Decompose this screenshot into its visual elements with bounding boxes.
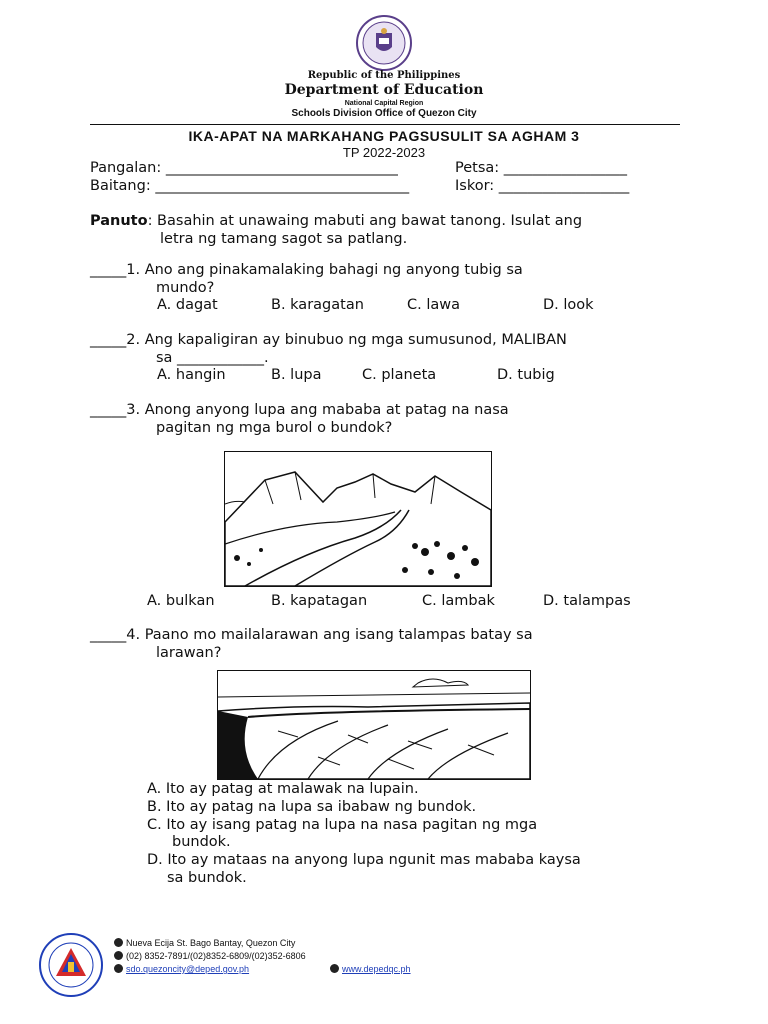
question-3-options	[0, 593, 768, 613]
exam-year: TP 2022-2023	[342, 145, 426, 160]
globe-icon	[330, 964, 339, 973]
deped-seal-logo	[346, 14, 422, 72]
q4-option-d-cont: sa bundok.	[167, 870, 247, 886]
q3-option-b: B. kapatagan	[271, 593, 368, 609]
instructions-line1	[90, 213, 582, 229]
q2-option-d: D. tubig	[497, 367, 555, 383]
question-4-line2: larawan?	[156, 645, 222, 661]
q3-option-a: A. bulkan	[147, 593, 215, 609]
sdo-quezon-city-seal-logo	[38, 932, 104, 998]
valley-mountains-picture	[224, 451, 492, 587]
department-line: Department of Education	[284, 82, 484, 98]
q4-option-c-cont: bundok.	[172, 834, 231, 850]
question-1-line1: _____1. Ano ang pinakamalaking bahagi ng anyong tubig sa	[90, 262, 523, 278]
phone-icon	[114, 951, 123, 960]
question-4-line1: _____4. Paano mo mailalarawan ang isang talampas batay sa	[90, 627, 533, 643]
instructions-line2: letra ng tamang sagot sa patlang.	[160, 231, 408, 247]
q1-option-d: D. look	[543, 297, 594, 313]
q4-option-b: B. Ito ay patag na lupa sa ibabaw ng bundok.	[147, 799, 477, 815]
q2-option-a: A. hangin	[157, 367, 226, 383]
score-field: Iskor: __________________	[455, 178, 630, 194]
exam-title: IKA-APAT NA MARKAHANG PAGSUSULIT SA AGHAM 3	[188, 128, 580, 144]
grade-field: Baitang: ___________________________________	[90, 178, 410, 194]
footer-website-row	[330, 964, 411, 974]
q2-option-b: B. lupa	[271, 367, 322, 383]
footer-email-row	[114, 964, 249, 974]
question-1-options	[0, 297, 768, 317]
q3-option-d: D. talampas	[543, 593, 631, 609]
location-icon	[114, 938, 123, 947]
q1-option-b: B. karagatan	[271, 297, 364, 313]
question-2-line1: _____2. Ang kapaligiran ay binubuo ng mga sumusunod, MALIBAN	[90, 332, 567, 348]
question-1-line2: mundo?	[156, 280, 215, 296]
question-3-line2: pagitan ng mga burol o bundok?	[156, 420, 393, 436]
q1-option-a: A. dagat	[157, 297, 218, 313]
date-field: Petsa: _________________	[455, 160, 628, 176]
q2-option-c: C. planeta	[362, 367, 437, 383]
footer-email-link[interactable]: sdo.quezoncity@deped.gov.ph	[126, 964, 250, 974]
question-2-line2: sa ____________.	[156, 350, 269, 366]
q3-option-c: C. lambak	[422, 593, 495, 609]
footer-phone-row	[114, 951, 306, 961]
republic-line: Republic of the Philippines	[307, 70, 461, 81]
header-divider	[90, 124, 680, 125]
footer-address: Nueva Ecija St. Bago Bantay, Quezon City	[126, 938, 296, 948]
q4-option-a: A. Ito ay patag at malawak na lupain.	[147, 781, 419, 797]
footer-phone: (02) 8352-7891/(02)8352-6809/(02)352-6806	[126, 951, 306, 961]
footer-website-link[interactable]: www.depedqc.ph	[342, 964, 411, 974]
instructions-text: : Basahin at unawaing mabuti ang bawat tanong. Isulat ang	[147, 213, 583, 229]
email-icon	[114, 964, 123, 973]
footer-address-row	[114, 938, 295, 948]
office-line: Schools Division Office of Quezon City	[291, 108, 477, 119]
q1-option-c: C. lawa	[407, 297, 461, 313]
plateau-picture	[217, 670, 531, 780]
name-field: Pangalan: ________________________________	[90, 160, 398, 176]
question-2-options	[0, 367, 768, 387]
question-3-line1: _____3. Anong anyong lupa ang mababa at patag na nasa	[90, 402, 509, 418]
q4-option-c: C. Ito ay isang patag na lupa na nasa pagitan ng mga	[147, 817, 538, 833]
instructions-label: Panuto	[90, 213, 148, 229]
region-line: National Capital Region	[344, 100, 424, 107]
q4-option-d: D. Ito ay mataas na anyong lupa ngunit mas mababa kaysa	[147, 852, 581, 868]
